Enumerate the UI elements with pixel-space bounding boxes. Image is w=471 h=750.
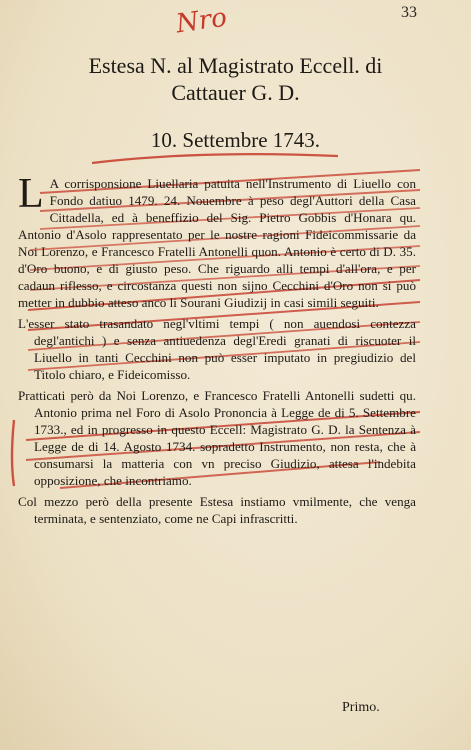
date-underline xyxy=(92,154,338,163)
paragraph-1 xyxy=(18,171,416,311)
document-body xyxy=(18,171,416,531)
drop-cap: L xyxy=(18,171,44,217)
title-line-2: Cattauer G. D. xyxy=(171,80,300,105)
handwritten-mark: Nro xyxy=(174,2,229,40)
title-line-1: Estesa N. al Magistrato Eccell. di xyxy=(88,53,383,78)
document-date: 10. Settembre 1743. xyxy=(150,128,321,152)
page-number: 33 xyxy=(401,4,417,21)
paragraph-3: Pratticati però da Noi Lorenzo, e Francesco Fratelli Antonelli sudetti qu. Antonio prima nel Foro di Asolo Prononcia à Legge de di 5. Settembre 1733., ed in progresso in questo Eccell: Magistrato G. D. la Sentenza à Legge de di 14. Agosto 1734. sopradetto Instrumento, non resta, che à consumarsi la matteria con vn preciso Giudizio, attesa l'indebita opposizione, che incontriamo. xyxy=(18,388,416,488)
paragraph-2: L'esser stato trasandato negl'vltimi tempi ( non auendosi contezza degl'antichi ) e senza antiuedenza degl'Eredi granati di riscuoter il Liuello in tanti Cecchini non può esser imputato in pregiudizio del Titolo chiaro, e Fideicomisso. xyxy=(18,316,416,382)
paragraph-1-text: A corrisponsione Liuellaria patuita nell'Instrumento di Liuello con Fondo datiuo 1479. 24. Nouembre à peso degl'Auttori della Casa Cittadella, ed à beneffizio del Sig. Pietro Gobbis d'Honara qu. Antonio d'Asolo rappresentato per le nostre ragioni Fideicommissarie da Noi Lorenzo, e Francesco Fratelli Antonelli quon. Antonio è certo di D. 35. d'Oro buono, e di giusto peso. Che riguardo alli tempi d'all'ora, e per cadaun riflesso, e circostanza questi non sijno Cecchini d'Oro non si può metter in dubbio atteso anco li Sourani Giudizij in casi simili seguiti. xyxy=(18,176,416,310)
margin-bracket xyxy=(12,420,14,486)
paragraph-4: Col mezzo però della presente Estesa instiamo vmilmente, che venga terminata, e sentenziato, come ne Capi infrascritti. xyxy=(18,494,416,526)
document-title xyxy=(0,52,471,106)
catchword: Primo. xyxy=(342,700,380,715)
